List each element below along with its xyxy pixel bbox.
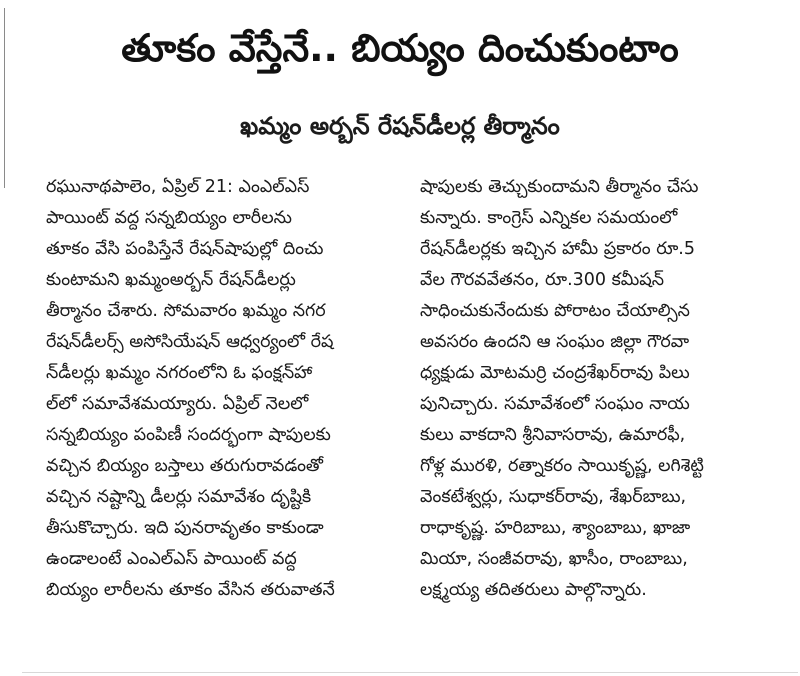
text-line: తీసుకొచ్చారు. ఇది పునరావృతం కాకుండా: [46, 518, 324, 538]
text-line: అవసరం ఉందని ఆ సంఘం జిల్లా గౌరవా: [420, 332, 690, 352]
text-line: సన్నబియ్యం పంపిణీ సందర్భంగా షాపులకు: [46, 425, 331, 445]
article-headline: తూకం వేస్తేనే.. బియ్యం దించుకుంటాం: [121, 26, 679, 70]
text-line: కులు వాకదాని శ్రీనివాసరావు, ఉమారఫీ,: [420, 425, 686, 445]
text-line: పాయింట్ వద్ద సన్నబియ్యం లారీలను: [46, 208, 292, 228]
text-line: తూకం వేసి పంపిస్తేనే రేషన్‌షాపుల్లో దించు: [46, 239, 324, 259]
text-line: వెంకటేశ్వర్లు, సుధాకర్‌రావు, శేఖర్‌బాబు,: [420, 487, 687, 507]
article-column-left: [46, 172, 398, 606]
bottom-divider: [22, 672, 798, 673]
text-line: ఉండాలంటే ఎంఎల్ఎస్ పాయింట్ వద్ద: [46, 549, 297, 569]
text-line: వచ్చిన నష్టాన్ని డీలర్లు సమావేశం దృష్టికి: [46, 487, 312, 507]
text-line: పునిచ్చారు. సమావేశంలో సంఘం నాయ: [420, 394, 690, 414]
text-line: వేల గౌరవవేతనం, రూ.300 కమీషన్: [420, 270, 665, 290]
text-line: కున్నారు. కాంగ్రెస్ ఎన్నికల సమయంలో: [420, 208, 678, 228]
text-line: రాధాకృష్ణ. హరిబాబు, శ్యాంబాబు, ఖాజా: [420, 518, 691, 538]
article-subheadline: ఖమ్మం అర్బన్ రేషన్‌డీలర్ల తీర్మానం: [240, 112, 560, 140]
text-line: తీర్మానం చేశారు. సోమవారం ఖమ్మం నగర: [46, 301, 326, 321]
text-line: రఘునాథపాలెం, ఏప్రిల్ 21: ఎంఎల్ఎస్: [46, 177, 310, 197]
text-line: ల్‌లో సమావేశమయ్యారు. ఏప్రిల్ నెలలో: [46, 394, 309, 414]
text-line: సాధించుకునేందుకు పోరాటం చేయాల్సిన: [420, 301, 690, 321]
text-line: లక్ష్మయ్య తదితరులు పాల్గొన్నారు.: [420, 580, 647, 600]
text-line: గోళ్ల మురళి, రత్నాకరం సాయికృష్ణ, లగిశెట్టి: [420, 456, 704, 476]
text-line: వచ్చిన బియ్యం బస్తాలు తరుగురావడంతో: [46, 456, 324, 476]
text-line: మియా, సంజీవరావు, ఖాసీం, రాంబాబు,: [420, 549, 688, 569]
article-column-right: [420, 172, 772, 606]
text-line: ధ్యక్షుడు మోటమర్రి చంద్రశేఖర్‌రావు పిలు: [420, 363, 690, 383]
text-line: షాపులకు తెచ్చుకుందామని తీర్మానం చేసు: [420, 177, 699, 197]
text-line: బియ్యం లారీలను తూకం వేసిన తరువాతనే: [46, 580, 335, 600]
text-line: న్‌డీలర్లు ఖమ్మం నగరంలోని ఓ ఫంక్షన్‌హా: [46, 363, 313, 383]
text-line: కుంటామని ఖమ్మంఅర్బన్ రేషన్‌డీలర్లు: [46, 270, 296, 290]
text-line: రేషన్‌డీలర్స్ అసోసియేషన్ ఆధ్వర్యంలో రేష: [46, 332, 334, 352]
text-line: రేషన్‌డీలర్లకు ఇచ్చిన హామీ ప్రకారం రూ.5: [420, 239, 695, 259]
